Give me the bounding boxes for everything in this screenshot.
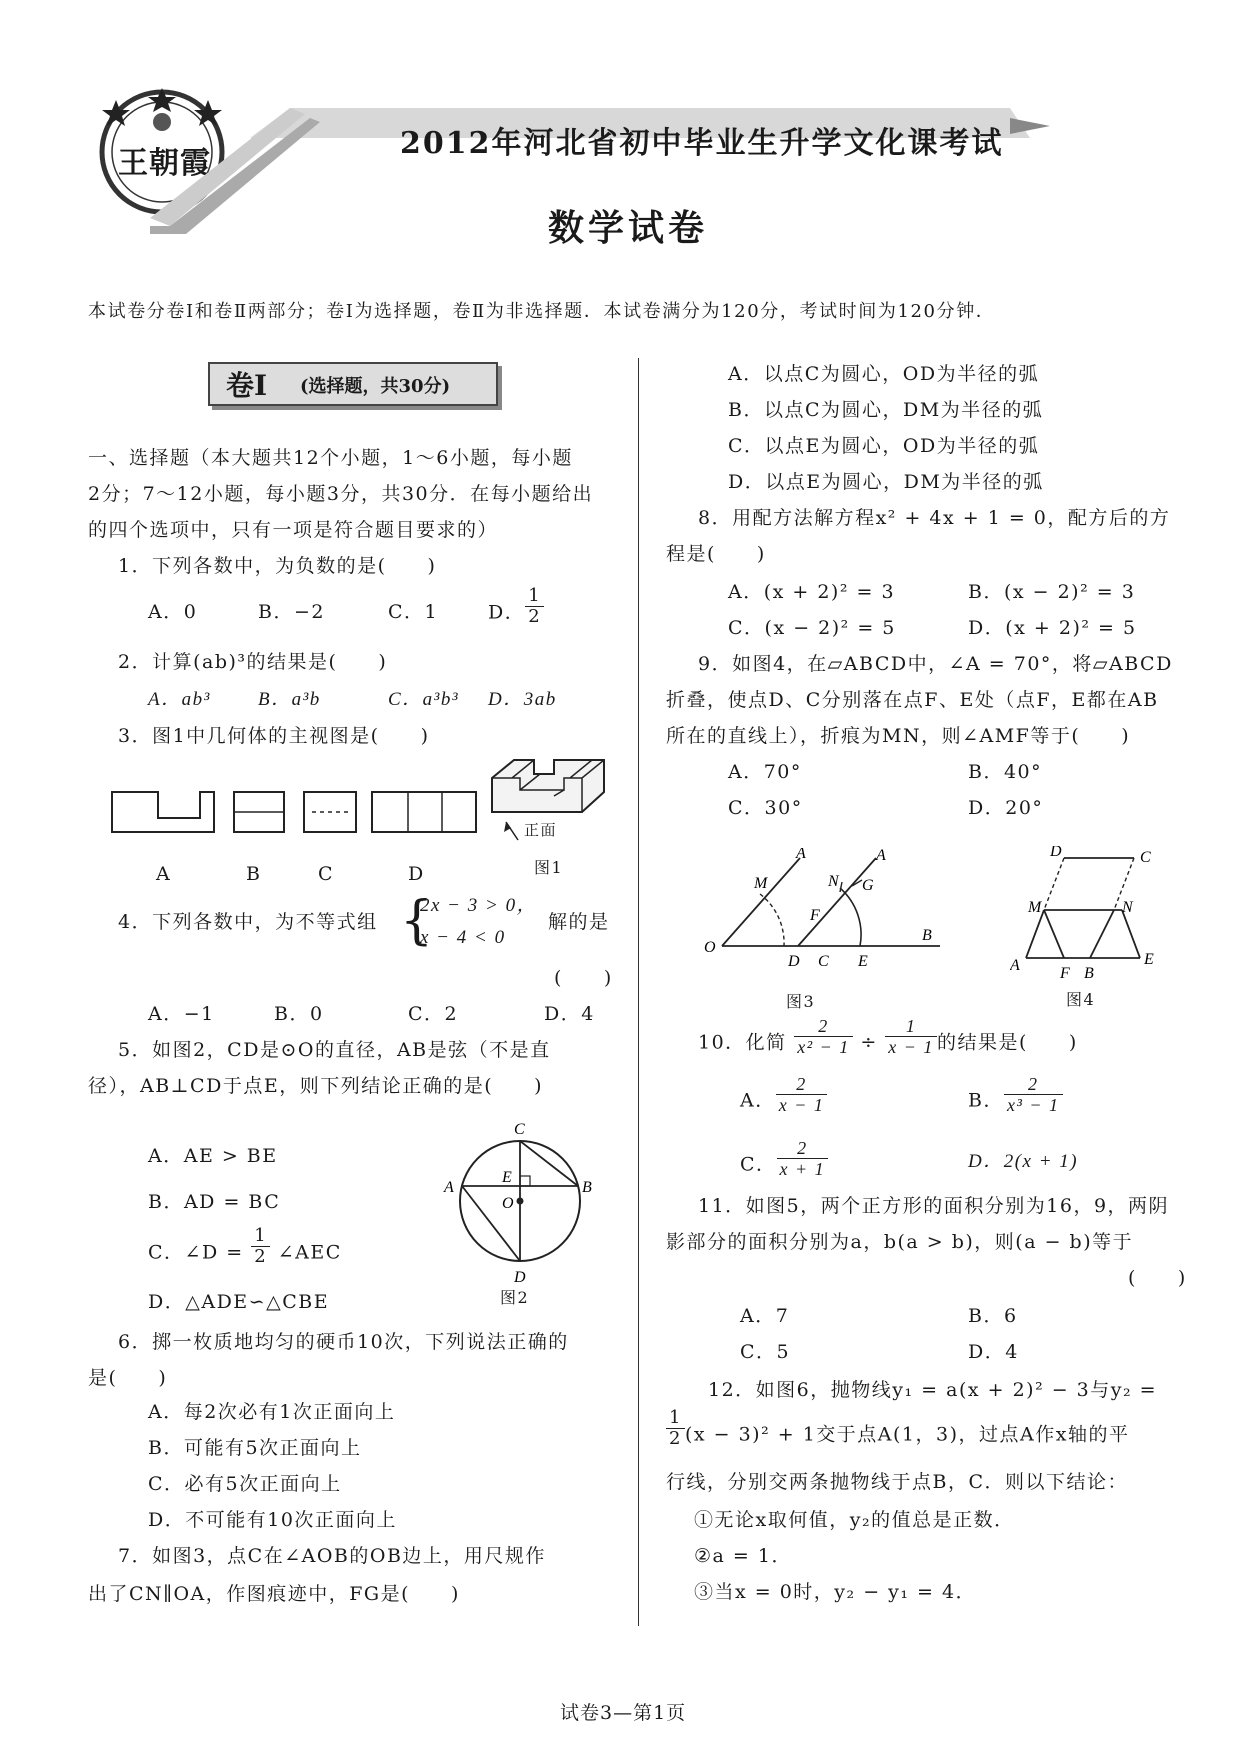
q3-label-c: C: [318, 863, 335, 885]
fig4-label-n: N: [1122, 899, 1133, 916]
q6-option-a: A．每2次必有1次正面向上: [148, 1401, 396, 1423]
q9-stem-1: 9．如图4，在▱ABCD中，∠A = 70°，将▱ABCD: [698, 653, 1173, 675]
q2-option-d: D．3ab: [488, 689, 557, 710]
fig3-label-n: N: [828, 873, 839, 890]
intro-text: 本试卷分卷Ⅰ和卷Ⅱ两部分；卷Ⅰ为选择题，卷Ⅱ为非选择题．本试卷满分为120分，考试时间为120分钟．: [88, 301, 996, 322]
q7-option-a: A．以点C为圆心，OD为半径的弧: [728, 363, 1040, 385]
fig3-label-g: G: [862, 877, 874, 894]
q8-option-c: C．(x − 2)² = 5: [728, 617, 896, 639]
q8-option-d: D．(x + 2)² = 5: [968, 617, 1137, 639]
q1-stem: 1．下列各数中，为负数的是( ): [118, 555, 437, 577]
q5-option-c: C．∠D = $\frac{1}{2}$ ∠AEC: [148, 1225, 342, 1267]
section-subtitle: (选择题，共30分): [300, 376, 451, 397]
q8-stem-2: 程是( ): [666, 543, 766, 565]
q12-stem-3: 行线，分别交两条抛物线于点B，C．则以下结论：: [666, 1471, 1129, 1493]
q5-fig-label-a: A: [444, 1179, 454, 1196]
q7-stem-2: 出了CN∥OA，作图痕迹中，FG是( ): [88, 1583, 460, 1605]
page-title: 数学试卷: [548, 207, 709, 249]
q12-conclusion-3: ③当x = 0时，y₂ − y₁ = 4．: [694, 1581, 977, 1603]
q11-option-a: A．7: [740, 1305, 790, 1327]
q5-figure: [440, 1118, 600, 1288]
q3-front-label: 正面: [524, 821, 558, 839]
q4-stem-tail: 解的是: [548, 911, 610, 933]
logo-text: 王朝霞: [118, 146, 211, 181]
q10-option-a: A． $\frac{2}{x - 1}$: [740, 1088, 827, 1115]
q5-stem-1: 5．如图2，CD是⊙O的直径，AB是弦（不是直: [118, 1039, 551, 1061]
q9-option-d: D．20°: [968, 797, 1044, 819]
q3-stem: 3．图1中几何体的主视图是( ): [118, 725, 430, 747]
q3-label-a: A: [156, 863, 172, 885]
q4-answer-paren: ( ): [554, 967, 613, 989]
fig4-label-b: B: [1084, 965, 1094, 982]
exam-title: 2012年河北省初中毕业生升学文化课考试: [400, 126, 1004, 161]
figure-3-caption: 图3: [786, 992, 816, 1011]
q8-option-a: A．(x + 2)² = 3: [728, 581, 896, 603]
q6-option-b: B．可能有5次正面向上: [148, 1437, 362, 1459]
q2-option-b: B．a³b: [258, 689, 321, 710]
page-footer: 试卷3—第1页: [560, 1702, 687, 1724]
fig3-label-b: B: [922, 927, 932, 944]
q6-stem-2: 是( ): [88, 1367, 168, 1389]
q10-option-d: D．2(x + 1): [968, 1151, 1079, 1172]
fig3-label-e: E: [858, 953, 868, 970]
q5-option-a: A．AE > BE: [148, 1145, 278, 1167]
fig3-label-a1: A: [796, 848, 806, 862]
q4-ineq-2: x − 4 < 0: [420, 927, 506, 948]
fig4-label-e: E: [1144, 951, 1154, 968]
fig4-label-d: D: [1050, 846, 1062, 860]
q1-option-a: A．0: [148, 601, 198, 623]
q1-option-b: B．−2: [258, 601, 325, 623]
fig3-label-o: O: [704, 939, 716, 956]
q11-answer-paren: ( ): [1128, 1267, 1187, 1289]
part1-heading-1: 一、选择题（本大题共12个小题，1～6小题，每小题: [88, 447, 573, 469]
q11-stem-2: 影部分的面积分别为a，b(a > b)，则(a − b)等于: [666, 1231, 1134, 1253]
q5-fig-label-b: B: [582, 1179, 592, 1196]
q7-option-d: D．以点E为圆心，DM为半径的弧: [728, 471, 1044, 493]
q9-stem-2: 折叠，使点D、C分别落在点F、E处（点F，E都在AB: [666, 689, 1159, 711]
q5-fig-label-o: O: [502, 1195, 514, 1212]
q7-option-b: B．以点C为圆心，DM为半径的弧: [728, 399, 1044, 421]
fig3-label-m: M: [754, 875, 768, 892]
q10-option-b: B． $\frac{2}{\text{x³ − 1}}$: [968, 1088, 1063, 1115]
q5-fig-label-c: C: [514, 1121, 525, 1138]
q5-option-b: B．AD = BC: [148, 1191, 281, 1213]
q9-option-a: A．70°: [728, 761, 802, 783]
q3-figure: [108, 752, 628, 862]
q9-option-c: C．30°: [728, 797, 803, 819]
fig3-label-a2: A: [876, 848, 886, 864]
q8-stem-1: 8．用配方法解方程x² + 4x + 1 = 0，配方后的方: [698, 507, 1171, 529]
q5-fig-caption: 图2: [500, 1288, 530, 1307]
figure-4: [1010, 846, 1180, 986]
q11-option-d: D．4: [968, 1341, 1019, 1363]
q2-option-a: A．ab³: [148, 689, 211, 710]
q7-stem-1: 7．如图3，点C在∠AOB的OB边上，用尺规作: [118, 1545, 546, 1567]
part1-heading-3: 的四个选项中，只有一项是符合题目要求的）: [88, 519, 499, 541]
section-title: 卷Ⅰ: [226, 369, 268, 402]
fig3-label-f: F: [810, 907, 820, 924]
q2-option-c: C．a³b³: [388, 689, 460, 710]
q4-ineq-1: 2x − 3 > 0，: [420, 895, 538, 916]
q5-fig-label-d: D: [514, 1269, 526, 1286]
q1-option-c: C．1: [388, 601, 439, 623]
q5-option-d: D．△ADE∽△CBE: [148, 1291, 330, 1313]
q11-option-c: C．5: [740, 1341, 791, 1363]
q3-label-b: B: [246, 863, 262, 885]
q8-option-b: B．(x − 2)² = 3: [968, 581, 1136, 603]
q3-fig-caption: 图1: [534, 858, 564, 877]
fig3-label-d: D: [788, 953, 800, 970]
q7-option-c: C．以点E为圆心，OD为半径的弧: [728, 435, 1040, 457]
q12-stem-1: 12．如图6，抛物线y₁ = a(x + 2)² − 3与y₂ =: [708, 1379, 1158, 1401]
q12-conclusion-2: ②a = 1．: [694, 1545, 792, 1567]
q11-stem-1: 11．如图5，两个正方形的面积分别为16，9，两阴: [698, 1195, 1170, 1217]
q4-option-a: A．−1: [148, 1003, 215, 1025]
q6-stem-1: 6．掷一枚质地均匀的硬币10次，下列说法正确的: [118, 1331, 569, 1353]
q11-option-b: B．6: [968, 1305, 1018, 1327]
fig4-label-c: C: [1140, 849, 1151, 866]
figure-3: [700, 848, 960, 978]
q10-stem: 10．化简 $\frac{2}{\text{x² − 1}}$ ÷ $\frac{1}{x - 1}$ 的结果是( ): [698, 1016, 1078, 1057]
q4-option-b: B．0: [274, 1003, 324, 1025]
q9-stem-3: 所在的直线上），折痕为MN，则∠AMF等于( ): [666, 725, 1131, 747]
q10-option-c: C． $\frac{2}{x + 1}$: [740, 1152, 828, 1179]
q1-option-d: D． $\frac{1}{2}$: [488, 600, 544, 627]
q9-option-b: B．40°: [968, 761, 1043, 783]
part1-heading-2: 2分；7～12小题，每小题3分，共30分．在每小题给出: [88, 483, 594, 505]
fig4-label-m: M: [1028, 899, 1042, 916]
q2-stem: 2．计算(ab)³的结果是( ): [118, 651, 388, 673]
q6-option-d: D．不可能有10次正面向上: [148, 1509, 397, 1531]
q12-conclusion-1: ①无论x取何值，y₂的值总是正数．: [694, 1509, 1015, 1531]
fig4-label-f: F: [1060, 965, 1070, 982]
fig3-label-c: C: [818, 953, 829, 970]
q5-fig-label-e: E: [502, 1169, 512, 1186]
column-divider: [638, 358, 639, 1626]
figure-4-caption: 图4: [1066, 990, 1096, 1009]
q12-stem-2: $\frac{1}{2}$ (x − 3)² + 1交于点A(1，3)，过点A作x轴的平: [666, 1422, 1129, 1449]
fig4-label-a: A: [1010, 957, 1020, 974]
q4-option-d: D．4: [544, 1003, 595, 1025]
q4-brace: {: [400, 891, 434, 951]
q5-stem-2: 径），AB⊥CD于点E，则下列结论正确的是( ): [88, 1075, 544, 1097]
q4-stem: 4．下列各数中，为不等式组: [118, 911, 378, 933]
q3-label-d: D: [408, 863, 425, 885]
q4-option-c: C．2: [408, 1003, 459, 1025]
q6-option-c: C．必有5次正面向上: [148, 1473, 342, 1495]
